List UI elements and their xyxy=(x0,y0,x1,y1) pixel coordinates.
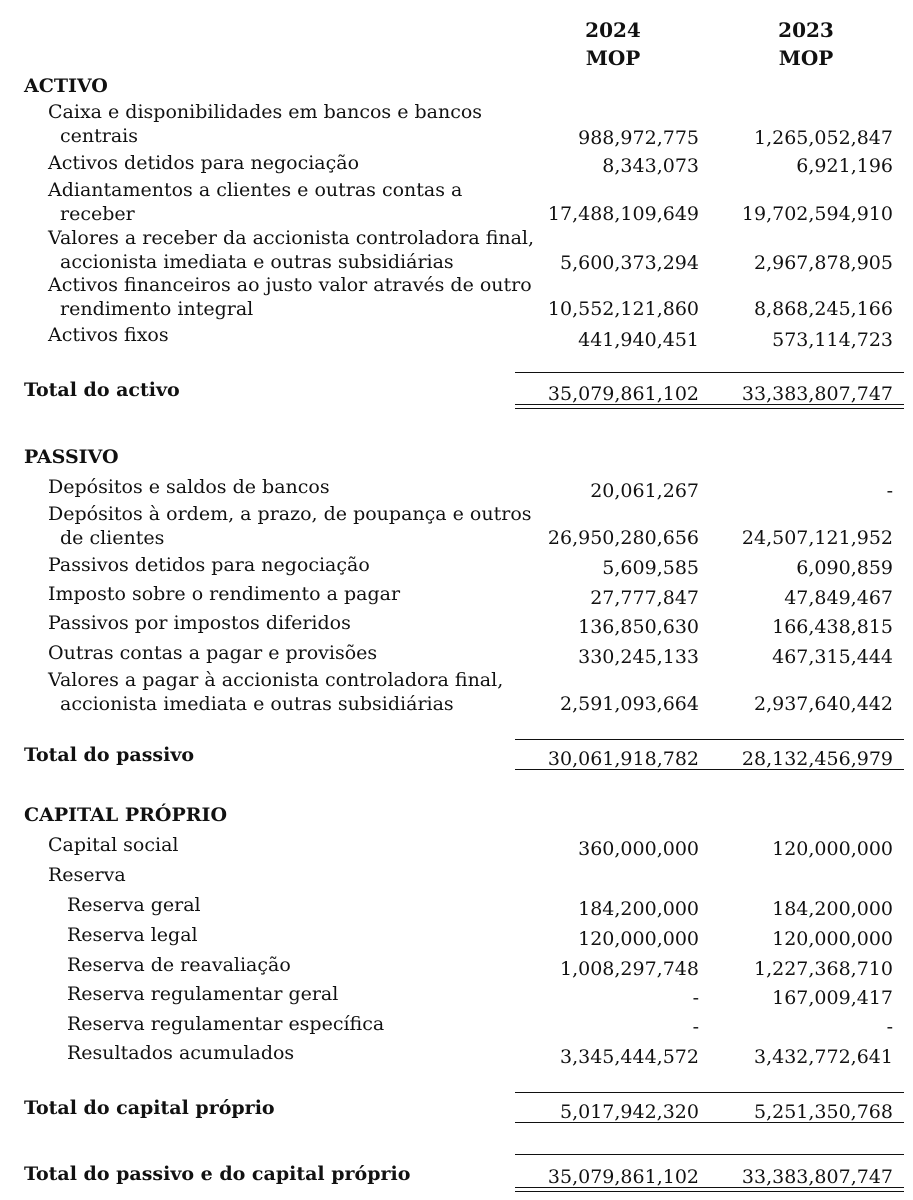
value-2024: 5,609,585 xyxy=(602,557,699,579)
value-2024: 988,972,775 xyxy=(578,127,699,149)
value-2023: 2,937,640,442 xyxy=(753,693,893,715)
reserve-label: Reserva regulamentar geral xyxy=(67,983,339,1005)
row-label-cont: de clientes xyxy=(60,527,165,549)
value-2024: 20,061,267 xyxy=(590,480,699,502)
value-2024: 360,000,000 xyxy=(578,838,699,860)
value-2023: - xyxy=(886,1016,893,1038)
value-2023: 8,868,245,166 xyxy=(753,298,893,320)
value-2024: 10,552,121,860 xyxy=(547,298,699,320)
value-2023: 24,507,121,952 xyxy=(741,527,893,549)
value-2024: 3,345,444,572 xyxy=(559,1046,699,1068)
header-unit-2024: MOP xyxy=(585,46,641,70)
total-assets-2024: 35,079,861,102 xyxy=(547,383,699,405)
row-label: Depósitos e saldos de bancos xyxy=(48,476,330,498)
total-equity-2023: 5,251,350,768 xyxy=(753,1101,893,1123)
row-label: Adiantamentos a clientes e outras contas a xyxy=(48,179,463,201)
value-2023: 3,432,772,641 xyxy=(753,1046,893,1068)
value-2023: 19,702,594,910 xyxy=(741,203,893,225)
grand-total-label: Total do passivo e do capital próprio xyxy=(24,1163,411,1185)
value-2023: 166,438,815 xyxy=(772,616,893,638)
total-liabilities-label: Total do passivo xyxy=(24,744,195,766)
value-2024: 2,591,093,664 xyxy=(559,693,699,715)
reserve-label: Reserva regulamentar específica xyxy=(67,1013,385,1035)
row-label: Reserva xyxy=(48,864,126,886)
grand-total-2024: 35,079,861,102 xyxy=(547,1166,699,1188)
value-2024: - xyxy=(692,987,699,1009)
rule-above-total xyxy=(515,372,904,373)
total-equity-label: Total do capital próprio xyxy=(24,1097,275,1119)
row-label-cont: rendimento integral xyxy=(60,298,254,320)
rule-above-grand-total xyxy=(515,1154,904,1155)
value-2024: 330,245,133 xyxy=(578,646,699,668)
value-2024: 8,343,073 xyxy=(602,155,699,177)
row-label: Activos detidos para negociação xyxy=(48,152,360,174)
header-year-2024: 2024 xyxy=(585,18,641,42)
value-2023: 467,315,444 xyxy=(772,646,893,668)
double-underline-bottom xyxy=(515,408,904,409)
value-2024: 441,940,451 xyxy=(578,329,699,351)
section-heading-equity: CAPITAL PRÓPRIO xyxy=(24,804,227,826)
single-underline xyxy=(515,1122,904,1123)
total-liabilities-2023: 28,132,456,979 xyxy=(741,748,893,770)
section-heading-assets: ACTIVO xyxy=(24,75,108,97)
total-liabilities-2024: 30,061,918,782 xyxy=(547,748,699,770)
single-underline xyxy=(515,769,904,770)
value-2024: 184,200,000 xyxy=(578,898,699,920)
rule-above-total xyxy=(515,1092,904,1093)
header-year-2023: 2023 xyxy=(778,18,834,42)
value-2024: 27,777,847 xyxy=(590,587,699,609)
value-2024: 5,600,373,294 xyxy=(559,252,699,274)
row-label-cont: receber xyxy=(60,203,135,225)
row-label-cont: accionista imediata e outras subsidiárias xyxy=(60,251,454,273)
rule-above-total xyxy=(515,739,904,740)
value-2024: - xyxy=(692,1016,699,1038)
value-2023: - xyxy=(886,480,893,502)
value-2023: 6,090,859 xyxy=(796,557,893,579)
row-label-cont: centrais xyxy=(60,125,138,147)
value-2023: 120,000,000 xyxy=(772,838,893,860)
grand-total-2023: 33,383,807,747 xyxy=(741,1166,893,1188)
value-2023: 1,265,052,847 xyxy=(753,127,893,149)
section-heading-liabilities: PASSIVO xyxy=(24,446,119,468)
row-label: Valores a pagar à accionista controladora final, xyxy=(48,669,504,691)
reserve-label: Reserva geral xyxy=(67,894,201,916)
row-label-cont: accionista imediata e outras subsidiárias xyxy=(60,693,454,715)
value-2024: 26,950,280,656 xyxy=(547,527,699,549)
value-2024: 1,008,297,748 xyxy=(559,958,699,980)
row-label: Passivos por impostos diferidos xyxy=(48,612,351,634)
reserve-label: Resultados acumulados xyxy=(67,1042,295,1064)
double-underline-top xyxy=(515,1187,904,1188)
row-label: Activos fixos xyxy=(48,324,169,346)
row-label: Caixa e disponibilidades em bancos e bancos xyxy=(48,101,483,123)
reserve-label: Reserva de reavaliação xyxy=(67,954,291,976)
total-equity-2024: 5,017,942,320 xyxy=(559,1101,699,1123)
value-2023: 167,009,417 xyxy=(772,987,893,1009)
row-label: Activos financeiros ao justo valor através de outro xyxy=(48,274,532,296)
header-unit-2023: MOP xyxy=(778,46,834,70)
value-2024: 136,850,630 xyxy=(578,616,699,638)
value-2023: 184,200,000 xyxy=(772,898,893,920)
row-label: Passivos detidos para negociação xyxy=(48,554,370,576)
value-2024: 120,000,000 xyxy=(578,928,699,950)
double-underline-top xyxy=(515,404,904,405)
reserve-label: Reserva legal xyxy=(67,924,198,946)
value-2023: 1,227,368,710 xyxy=(753,958,893,980)
row-label: Capital social xyxy=(48,834,179,856)
value-2023: 47,849,467 xyxy=(784,587,893,609)
value-2023: 573,114,723 xyxy=(772,329,893,351)
value-2023: 120,000,000 xyxy=(772,928,893,950)
value-2023: 6,921,196 xyxy=(796,155,893,177)
total-assets-label: Total do activo xyxy=(24,379,180,401)
value-2024: 17,488,109,649 xyxy=(547,203,699,225)
row-label: Depósitos à ordem, a prazo, de poupança e outros xyxy=(48,503,532,525)
value-2023: 2,967,878,905 xyxy=(753,252,893,274)
row-label: Valores a receber da accionista controladora final, xyxy=(48,227,535,249)
row-label: Imposto sobre o rendimento a pagar xyxy=(48,583,401,605)
total-assets-2023: 33,383,807,747 xyxy=(741,383,893,405)
double-underline-bottom xyxy=(515,1191,904,1192)
row-label: Outras contas a pagar e provisões xyxy=(48,642,378,664)
